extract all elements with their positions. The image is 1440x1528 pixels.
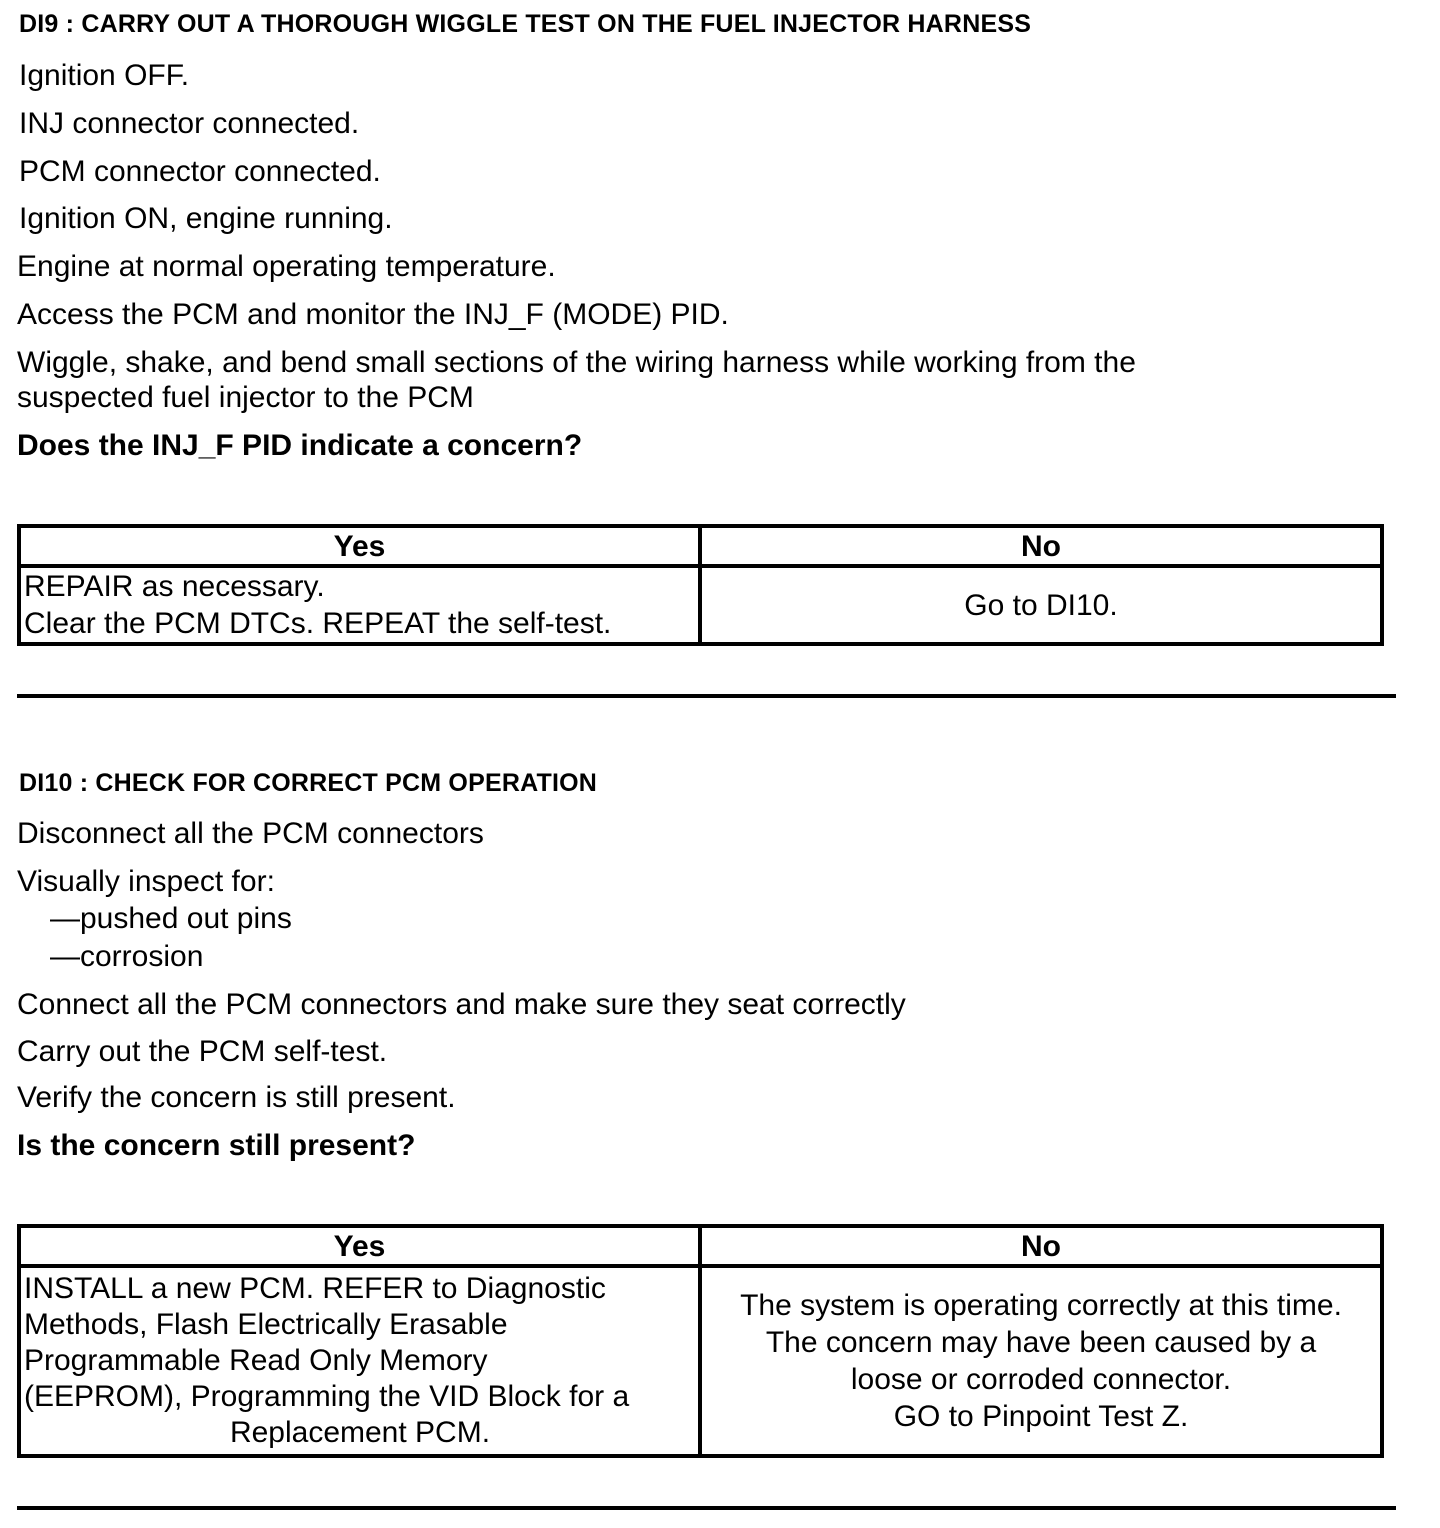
no-header: No: [700, 526, 1382, 566]
yes-cell-line: Clear the PCM DTCs. REPEAT the self-test.: [24, 607, 612, 640]
step-line: Visually inspect for:: [17, 865, 275, 898]
yes-cell: [19, 566, 700, 644]
yes-no-table-di10: [17, 1224, 1384, 1458]
yes-cell-line: (EEPROM), Programming the VID Block for a: [24, 1380, 630, 1413]
question-text: Is the concern still present?: [17, 1129, 416, 1162]
yes-cell-line: REPAIR as necessary.: [24, 570, 325, 603]
sub-step-line: —corrosion: [50, 940, 204, 973]
step-line: Access the PCM and monitor the INJ_F (MODE) PID.: [17, 298, 729, 331]
yes-cell-line: Replacement PCM.: [229, 1416, 491, 1449]
no-cell: [700, 1266, 1382, 1456]
step-line: Carry out the PCM self-test.: [17, 1035, 388, 1068]
yes-header: Yes: [19, 1226, 700, 1266]
sub-step-line: —pushed out pins: [50, 902, 292, 935]
yes-cell-line: Programmable Read Only Memory: [24, 1344, 488, 1377]
yes-cell-line: Methods, Flash Electrically Erasable: [24, 1308, 508, 1341]
yes-cell-line: INSTALL a new PCM. REFER to Diagnostic: [24, 1272, 606, 1305]
step-line: Ignition ON, engine running.: [19, 202, 393, 235]
yes-no-table-di9: [17, 524, 1384, 646]
no-cell-line: The system is operating correctly at this time.: [740, 1289, 1342, 1322]
no-cell-line: The concern may have been caused by a: [765, 1326, 1317, 1359]
step-line: Verify the concern is still present.: [17, 1081, 456, 1114]
no-cell-line: loose or corroded connector.: [850, 1363, 1232, 1396]
step-line: INJ connector connected.: [19, 107, 360, 140]
step-line: Wiggle, shake, and bend small sections of the wiring harness while working from the: [17, 346, 1136, 379]
step-line: suspected fuel injector to the PCM: [17, 381, 474, 414]
no-cell-line: Go to DI10.: [964, 588, 1118, 622]
step-line: Connect all the PCM connectors and make sure they seat correctly: [17, 988, 906, 1021]
step-line: Ignition OFF.: [19, 59, 190, 92]
section-divider: [17, 694, 1396, 698]
no-header: No: [700, 1226, 1382, 1266]
step-line: PCM connector connected.: [19, 155, 381, 188]
section-heading-di10: DI10 : CHECK FOR CORRECT PCM OPERATION: [19, 769, 597, 797]
yes-header: Yes: [19, 526, 700, 566]
step-line: Disconnect all the PCM connectors: [17, 817, 484, 850]
step-line: Engine at normal operating temperature.: [17, 250, 556, 283]
no-cell-line: GO to Pinpoint Test Z.: [893, 1400, 1189, 1433]
no-cell: [700, 566, 1382, 644]
section-heading-di9: DI9 : CARRY OUT A THOROUGH WIGGLE TEST ON THE FUEL INJECTOR HARNESS: [19, 10, 1032, 38]
section-divider: [17, 1506, 1396, 1510]
question-text: Does the INJ_F PID indicate a concern?: [17, 429, 583, 462]
yes-cell: [19, 1266, 700, 1456]
